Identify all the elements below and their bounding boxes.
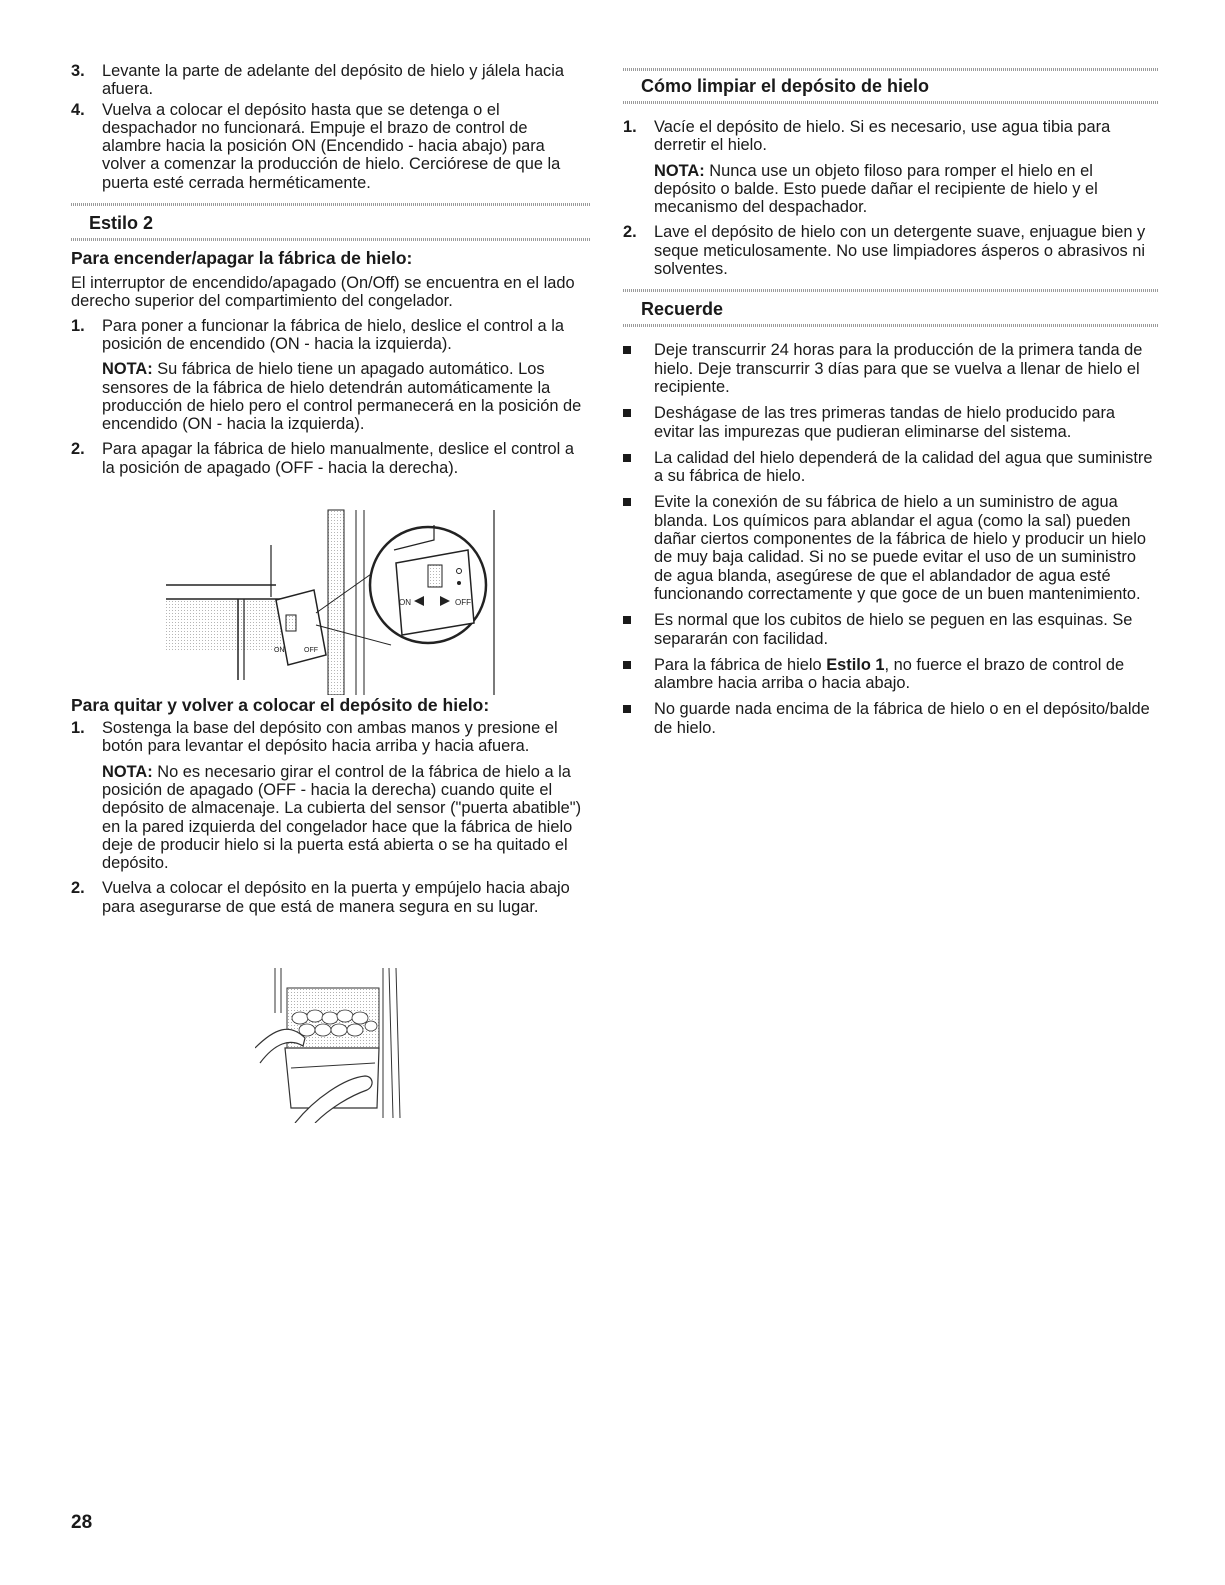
step-text: Lave el depósito de hielo con un detergente suave, enjuague bien y seque meticulosamente. No use limpiadores ásperos o abrasivos ni solventes. — [654, 223, 1146, 279]
note — [102, 763, 591, 873]
subsection-heading: Para quitar y volver a colocar el depósito de hielo: — [71, 695, 490, 716]
intro-paragraph: El interruptor de encendido/apagado (On/Off) se encuentra en el lado derecho superior del compartimiento del congelador. — [71, 274, 575, 311]
bullet-icon — [623, 611, 654, 648]
bullet-item — [623, 700, 1158, 737]
list-item — [71, 719, 591, 872]
bullet-icon — [623, 656, 654, 693]
note — [654, 162, 1158, 217]
subsection-heading: Para encender/apagar la fábrica de hielo: — [71, 248, 413, 269]
off-label: OFF — [455, 598, 471, 607]
bullet-text-part: Para la fábrica de hielo — [654, 655, 827, 674]
bullet-text: La calidad del hielo dependerá de la calidad del agua que suministre a su fábrica de hielo. — [654, 448, 1153, 486]
bullet-text-bold: Estilo 1 — [826, 655, 885, 674]
step-number: 2. — [623, 223, 637, 242]
list-item — [71, 101, 591, 192]
bullet-text — [654, 656, 1158, 693]
bullet-text: Deje transcurrir 24 horas para la producción de la primera tanda de hielo. Deje transcurrir 3 días para que se vuelva a llenar de hielo el recipiente. — [654, 341, 1143, 396]
bullet-item — [623, 404, 1158, 441]
bullet-item — [623, 341, 1158, 396]
step-number: 1. — [71, 719, 85, 738]
list-item — [71, 879, 591, 916]
step-text: Levante la parte de adelante del depósito de hielo y jálela hacia afuera. — [102, 62, 565, 99]
bullet-item — [623, 611, 1158, 648]
note-text: Su fábrica de hielo tiene un apagado automático. Los sensores de la fábrica de hielo detendrán automáticamente la producción de hielo pero el control permanecerá en la posición de encendido (ON - hacia la izquierda). — [102, 360, 582, 434]
step-text: Vuelva a colocar el depósito en la puerta y empújelo hacia abajo para asegurarse de que está de manera segura en su lugar. — [102, 879, 570, 916]
section-title: Cómo limpiar el depósito de hielo — [641, 76, 930, 96]
section-band — [71, 203, 591, 241]
step-text: Vacíe el depósito de hielo. Si es necesario, use agua tibia para derretir el hielo. — [654, 118, 1111, 155]
note — [102, 360, 591, 433]
note-text: No es necesario girar el control de la fábrica de hielo a la posición de apagado (OFF - hacia la derecha) cuando quite el depósito de almacenaje. La cubierta del sensor ("puerta abatible") en la pared izquierda del congelador hace que la fábrica de hielo deje de producir hielo si la puerta está abierta o se ha quitado el depósito. — [102, 762, 582, 873]
step-text: Para poner a funcionar la fábrica de hielo, deslice el control a la posición de encendido (ON - hacia la izquierda). — [102, 316, 564, 353]
on-label: ON — [274, 647, 285, 654]
list-item — [623, 223, 1158, 278]
bullet-icon — [623, 404, 654, 441]
page-number: 28 — [71, 1512, 93, 1533]
left-column — [71, 62, 591, 916]
note-label: NOTA: — [654, 161, 705, 180]
step-number: 1. — [71, 316, 85, 335]
section-band — [623, 68, 1158, 104]
bullet-text: No guarde nada encima de la fábrica de hielo o en el depósito/balde de hielo. — [654, 700, 1150, 737]
bullet-icon — [623, 341, 654, 396]
step-number: 4. — [71, 100, 85, 119]
step-number: 3. — [71, 62, 85, 80]
off-label: OFF — [304, 647, 318, 654]
bullet-text: Evite la conexión de su fábrica de hielo a un suministro de agua blanda. Los químicos para ablandar el agua (como la sal) pueden dañar ciertos componentes de la fábrica de hielo y producir un hielo de muy baja calidad. Si no se puede evitar el uso de un suministro de agua blanda, asegúrese de que el ablandador de agua esté funcionando correctamente y que goce de un buen mantenimiento. — [654, 493, 1147, 603]
list-item — [71, 62, 591, 99]
bullet-text: Deshágase de las tres primeras tandas de hielo producido para evitar las impurezas que pudieran eliminarse del sistema. — [654, 404, 1116, 441]
step-text: Vuelva a colocar el depósito hasta que se detenga o el despachador no funcionará. Empuje el brazo de control de alambre hacia la posición ON (Encendido - hacia abajo) para volver a comenzar la producción de hielo. Cerciórese de que la puerta esté cerrada herméticamente. — [102, 100, 561, 192]
note-text: Nunca use un objeto filoso para romper el hielo en el depósito o balde. Esto puede dañar el recipiente de hielo y el mecanismo del despachador. — [654, 161, 1098, 217]
on-label: ON — [399, 598, 411, 607]
bullet-item — [623, 449, 1158, 486]
note-label: NOTA: — [102, 762, 153, 781]
bullet-item — [623, 493, 1158, 603]
step-text: Sostenga la base del depósito con ambas manos y presione el botón para levantar el depósito hacia arriba y hacia afuera. — [102, 719, 558, 756]
list-item — [71, 440, 591, 477]
freezer-wall — [166, 600, 294, 650]
section-title: Estilo 2 — [89, 213, 154, 234]
section-band — [623, 289, 1158, 327]
list-item — [623, 118, 1158, 216]
note-label: NOTA: — [102, 360, 153, 379]
divider — [623, 324, 1158, 327]
step-number: 2. — [71, 440, 85, 459]
step-number: 1. — [623, 118, 637, 136]
divider — [623, 101, 1158, 104]
section-title: Recuerde — [641, 299, 724, 320]
bullet-text-part: , no fuerce el brazo de control de alambre hacia arriba o hacia abajo. — [654, 655, 1125, 693]
ice-bin-figure — [255, 968, 415, 1123]
divider — [71, 238, 591, 241]
right-column — [623, 68, 1158, 737]
bullet-text: Es normal que los cubitos de hielo se peguen en las esquinas. Se separarán con facilidad. — [654, 611, 1133, 648]
step-number: 2. — [71, 879, 85, 898]
bullet-icon — [623, 700, 654, 737]
step-text: Para apagar la fábrica de hielo manualmente, deslice el control a la posición de apagado (OFF - hacia la derecha). — [102, 440, 574, 477]
bullet-icon — [623, 493, 654, 603]
bullet-item — [623, 656, 1158, 693]
bullet-icon — [623, 449, 654, 486]
list-item — [71, 317, 591, 434]
ice-maker-switch-figure — [166, 505, 506, 695]
